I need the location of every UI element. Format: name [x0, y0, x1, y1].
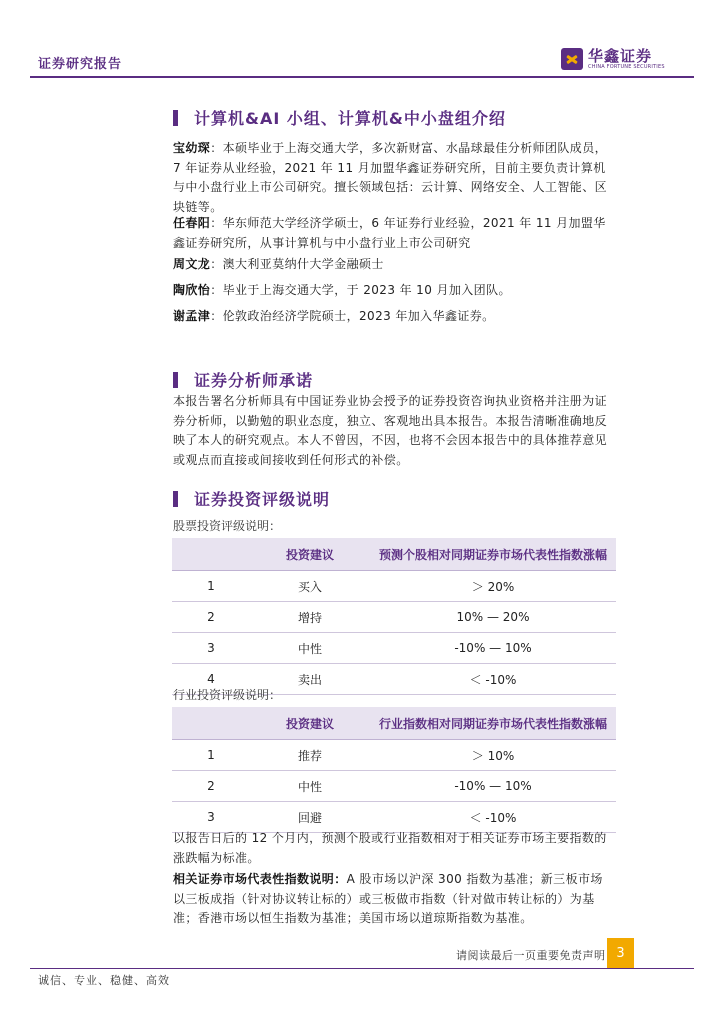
- table-cell: ＜ -10%: [370, 802, 616, 833]
- table-cell: 4: [172, 664, 250, 695]
- table-header-row: [172, 538, 616, 571]
- page-number: 3: [607, 938, 634, 968]
- table-cell: ＞ 10%: [370, 740, 616, 771]
- header-divider: [30, 76, 694, 78]
- industry-rating-caption: 行业投资评级说明：: [173, 688, 282, 702]
- logo-name-cn: 华鑫证券: [588, 46, 653, 65]
- table-cell: 1: [172, 740, 250, 771]
- table-row: [172, 602, 616, 633]
- stock-rating-table: [172, 538, 616, 695]
- table-row: [172, 740, 616, 771]
- section-title-team: [173, 106, 506, 129]
- table-cell: 卖出: [250, 664, 370, 695]
- footer-divider: [30, 968, 694, 969]
- table-cell: -10% — 10%: [370, 633, 616, 664]
- table-header-cell: [172, 538, 250, 571]
- table-cell: 中性: [250, 771, 370, 802]
- table-header-row: [172, 707, 616, 740]
- rating-horizon-note: 以报告日后的 12 个月内，预测个股或行业指数相对于相关证券市场主要指数的涨跌幅为标准。: [173, 831, 607, 865]
- table-header-cell: 预测个股相对同期证券市场代表性指数涨幅: [370, 538, 616, 571]
- table-cell: 3: [172, 802, 250, 833]
- table-cell: ＜ -10%: [370, 664, 616, 695]
- bio-text: ：毕业于上海交通大学，于 2023 年 10 月加入团队。: [210, 283, 511, 297]
- report-type-label: 证券研究报告: [38, 57, 123, 72]
- benchmark-note: [173, 870, 611, 929]
- bio-name: 任春阳: [173, 216, 211, 230]
- table-cell: 买入: [250, 571, 370, 602]
- bio-paragraph: [173, 214, 611, 253]
- table-cell: 10% — 20%: [370, 602, 616, 633]
- bio-paragraph: [173, 281, 611, 301]
- bio-name: 宝幼琛: [173, 141, 211, 155]
- table-cell: 增持: [250, 602, 370, 633]
- logo-icon: [561, 48, 583, 70]
- table-row: [172, 571, 616, 602]
- bio-name: 陶欣怡: [173, 283, 211, 297]
- table-header-cell: [172, 707, 250, 740]
- table-cell: 2: [172, 602, 250, 633]
- bio-text: ：伦敦政治经济学院硕士，2023 年加入华鑫证券。: [210, 309, 495, 323]
- section-marker: [173, 491, 178, 507]
- table-row: [172, 771, 616, 802]
- section-title-text: 证券分析师承诺: [194, 371, 314, 390]
- table-header-cell: 投资建议: [250, 707, 370, 740]
- bio-text: ：澳大利亚莫纳什大学金融硕士: [210, 257, 384, 271]
- section-title-text: 证券投资评级说明: [194, 490, 331, 509]
- logo-name-en: CHINA FORTUNE SECURITIES: [588, 63, 665, 70]
- company-logo: [561, 45, 665, 73]
- stock-rating-caption: 股票投资评级说明：: [173, 519, 282, 533]
- table-cell: -10% — 10%: [370, 771, 616, 802]
- section-title-text: 计算机&AI 小组、计算机&中小盘组介绍: [194, 109, 506, 128]
- table-row: [172, 802, 616, 833]
- table-header-cell: 投资建议: [250, 538, 370, 571]
- section-title-rating: [173, 487, 330, 510]
- table-cell: 回避: [250, 802, 370, 833]
- table-cell: 2: [172, 771, 250, 802]
- table-cell: 中性: [250, 633, 370, 664]
- table-header-cell: 行业指数相对同期证券市场代表性指数涨幅: [370, 707, 616, 740]
- table-cell: ＞ 20%: [370, 571, 616, 602]
- bio-name: 周文龙: [173, 257, 211, 271]
- bio-text: ：本硕毕业于上海交通大学，多次新财富、水晶球最佳分析师团队成员，7 年证券从业经验，2021 年 11 月加盟华鑫证券研究所，目前主要负责计算机与中小盘行业上市公司研究。擅长领域包括：云计算、网络安全、人工智能、区块链等。: [173, 141, 608, 214]
- section-marker: [173, 372, 178, 388]
- commitment-paragraph: 本报告署名分析师具有中国证券业协会授予的证券投资咨询执业资格并注册为证券分析师，以勤勉的职业态度，独立、客观地出具本报告。本报告清晰准确地反映了本人的研究观点。本人不曾因，不因，也将不会因本报告中的具体推荐意见或观点而直接或间接收到任何形式的补偿。: [173, 394, 608, 467]
- industry-rating-table: [172, 707, 616, 833]
- section-title-commitment: [173, 368, 313, 391]
- section-marker: [173, 110, 178, 126]
- table-cell: 1: [172, 571, 250, 602]
- bio-paragraph: [173, 139, 611, 217]
- bio-paragraph: [173, 255, 611, 275]
- table-row: [172, 633, 616, 664]
- table-cell: 推荐: [250, 740, 370, 771]
- bio-text: ：华东师范大学经济学硕士，6 年证券行业经验，2021 年 11 月加盟华鑫证券研究所，从事计算机与中小盘行业上市公司研究: [173, 216, 606, 250]
- disclaimer-reminder: 请阅读最后一页重要免责声明: [456, 949, 606, 962]
- bio-paragraph: [173, 307, 611, 327]
- benchmark-note-text: A 股市场以沪深 300 指数为基准；新三板市场以三板成指（针对协议转让标的）或三板做市指数（针对做市转让标的）为基准；香港市场以恒生指数为基准；美国市场以道琼斯指数为基准。: [173, 872, 603, 925]
- company-slogan: 诚信、专业、稳健、高效: [38, 974, 170, 987]
- table-cell: 3: [172, 633, 250, 664]
- bio-name: 谢孟津: [173, 309, 211, 323]
- benchmark-note-label: 相关证券市场代表性指数说明：: [173, 872, 347, 886]
